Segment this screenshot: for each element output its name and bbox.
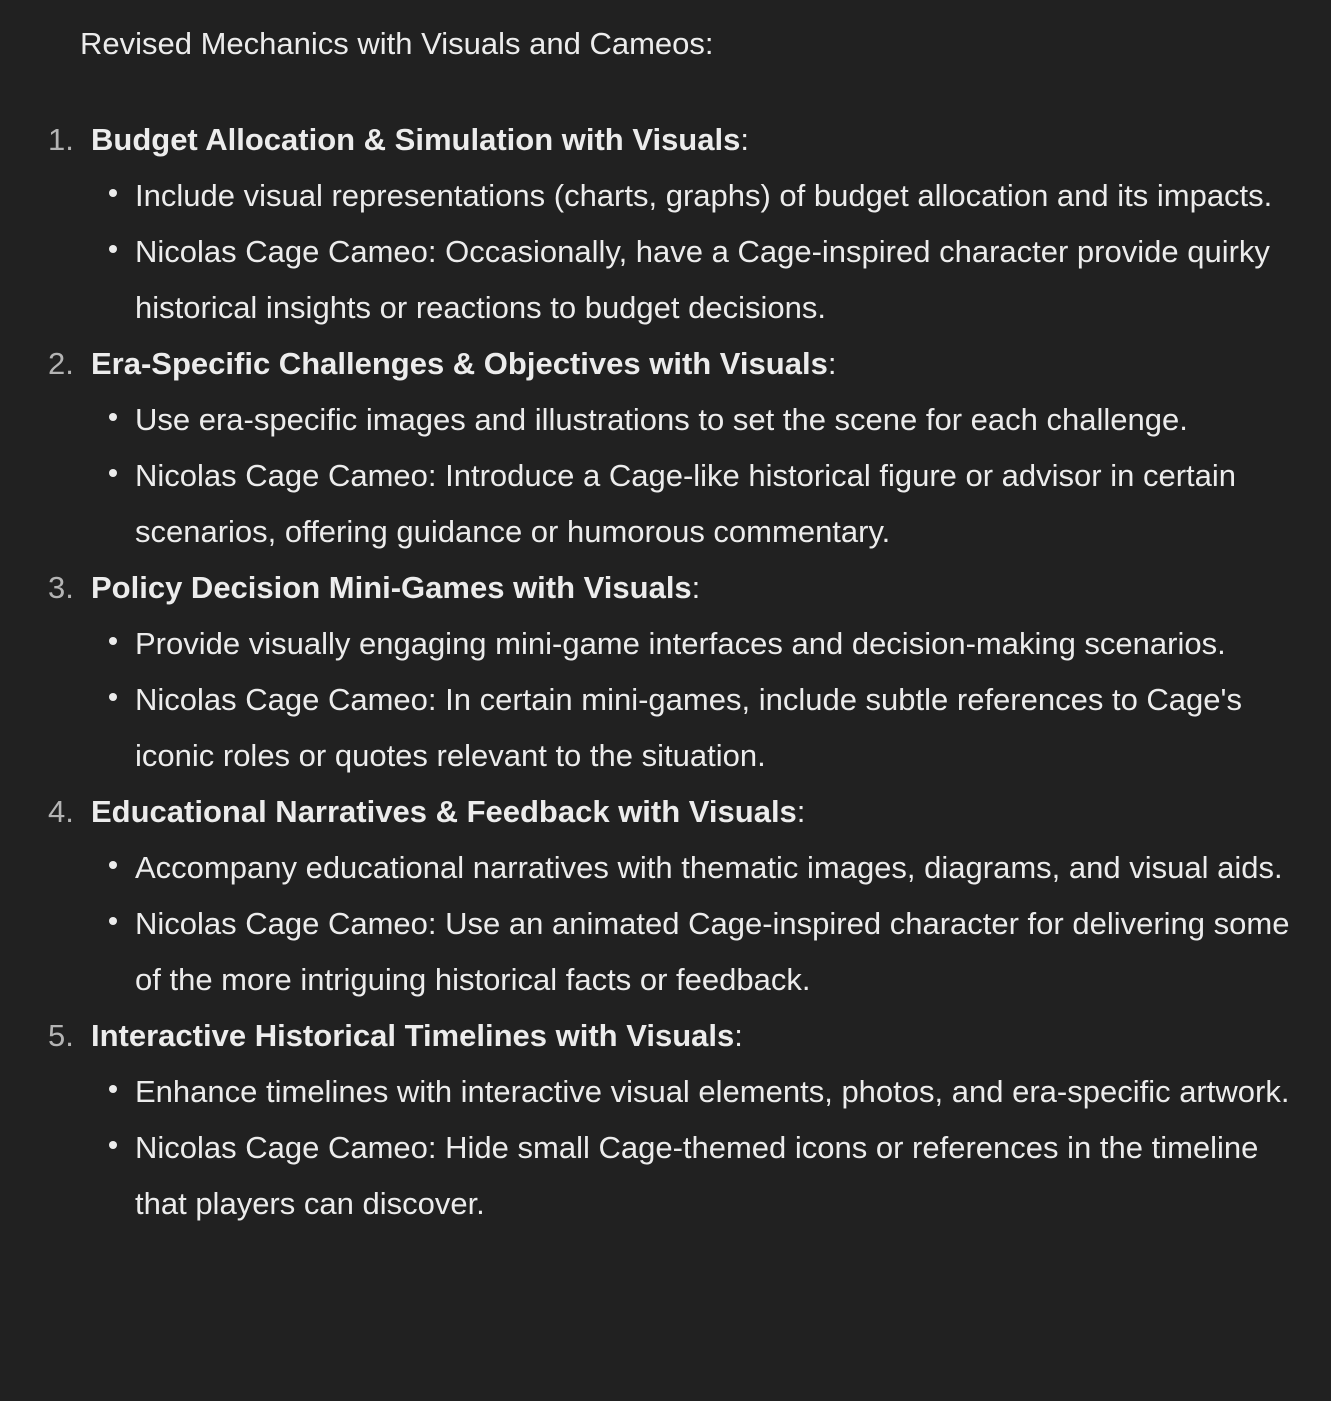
mechanic-number: 3. — [48, 570, 74, 605]
detail-text: Provide visually engaging mini-game interfaces and decision-making scenarios. — [135, 626, 1226, 661]
intro-text: Revised Mechanics with Visuals and Cameos: — [80, 26, 714, 61]
detail-item — [0, 1064, 1331, 1120]
mechanic-item-1 — [0, 112, 1331, 336]
detail-list — [0, 1064, 1331, 1232]
detail-text: Nicolas Cage Cameo: Occasionally, have a Cage-inspired character provide quirky historical insights or reactions to budget decisions. — [135, 234, 1270, 325]
mechanic-heading — [0, 112, 1331, 168]
detail-item — [0, 224, 1331, 336]
bullet-icon — [109, 861, 117, 869]
detail-text: Include visual representations (charts, graphs) of budget allocation and its impacts. — [135, 178, 1273, 213]
mechanic-item-3 — [0, 560, 1331, 784]
mechanic-heading — [0, 784, 1331, 840]
mechanic-heading — [0, 560, 1331, 616]
mechanic-title: Budget Allocation & Simulation with Visuals — [91, 122, 741, 157]
detail-item — [0, 616, 1331, 672]
mechanic-heading — [0, 1008, 1331, 1064]
detail-list — [0, 168, 1331, 336]
mechanic-number: 1. — [48, 122, 74, 157]
mechanic-title: Policy Decision Mini-Games with Visuals — [91, 570, 692, 605]
mechanic-title: Educational Narratives & Feedback with Visuals — [91, 794, 797, 829]
detail-list — [0, 840, 1331, 1008]
bullet-icon — [109, 1141, 117, 1149]
detail-text: Use era-specific images and illustrations to set the scene for each challenge. — [135, 402, 1188, 437]
detail-text: Nicolas Cage Cameo: Hide small Cage-themed icons or references in the timeline that players can discover. — [135, 1130, 1259, 1221]
detail-text: Nicolas Cage Cameo: Introduce a Cage-like historical figure or advisor in certain scenarios, offering guidance or humorous commentary. — [135, 458, 1237, 549]
title-colon: : — [691, 570, 701, 605]
bullet-icon — [109, 1085, 117, 1093]
title-colon: : — [734, 1018, 743, 1053]
bullet-icon — [109, 637, 117, 645]
detail-item — [0, 896, 1331, 1008]
mechanic-number: 2. — [48, 346, 74, 381]
mechanic-item-5 — [0, 1008, 1331, 1232]
bullet-icon — [109, 413, 117, 421]
mechanic-item-4 — [0, 784, 1331, 1008]
mechanic-heading — [0, 336, 1331, 392]
bullet-icon — [109, 693, 117, 701]
mechanic-number: 4. — [48, 794, 74, 829]
detail-text: Enhance timelines with interactive visual elements, photos, and era-specific artwork. — [135, 1074, 1290, 1109]
detail-list — [0, 616, 1331, 784]
detail-text: Accompany educational narratives with thematic images, diagrams, and visual aids. — [135, 850, 1283, 885]
title-colon: : — [796, 794, 806, 829]
bullet-icon — [109, 245, 117, 253]
detail-item — [0, 448, 1331, 560]
mechanic-title: Era-Specific Challenges & Objectives with Visuals — [91, 346, 828, 381]
mechanics-list — [0, 112, 1331, 1232]
mechanic-title: Interactive Historical Timelines with Visuals — [91, 1018, 735, 1053]
bullet-icon — [109, 469, 117, 477]
detail-item — [0, 168, 1331, 224]
detail-text: Nicolas Cage Cameo: Use an animated Cage-inspired character for delivering some of the more intriguing historical facts or feedback. — [135, 906, 1290, 997]
mechanic-number: 5. — [48, 1018, 74, 1053]
bullet-icon — [109, 917, 117, 925]
detail-item — [0, 840, 1331, 896]
title-colon: : — [827, 346, 837, 381]
detail-text: Nicolas Cage Cameo: In certain mini-games, include subtle references to Cage's iconic roles or quotes relevant to the situation. — [135, 682, 1242, 773]
detail-item — [0, 1120, 1331, 1232]
mechanic-item-2 — [0, 336, 1331, 560]
bullet-icon — [109, 189, 117, 197]
detail-item — [0, 392, 1331, 448]
title-colon: : — [740, 122, 749, 157]
detail-item — [0, 672, 1331, 784]
detail-list — [0, 392, 1331, 560]
